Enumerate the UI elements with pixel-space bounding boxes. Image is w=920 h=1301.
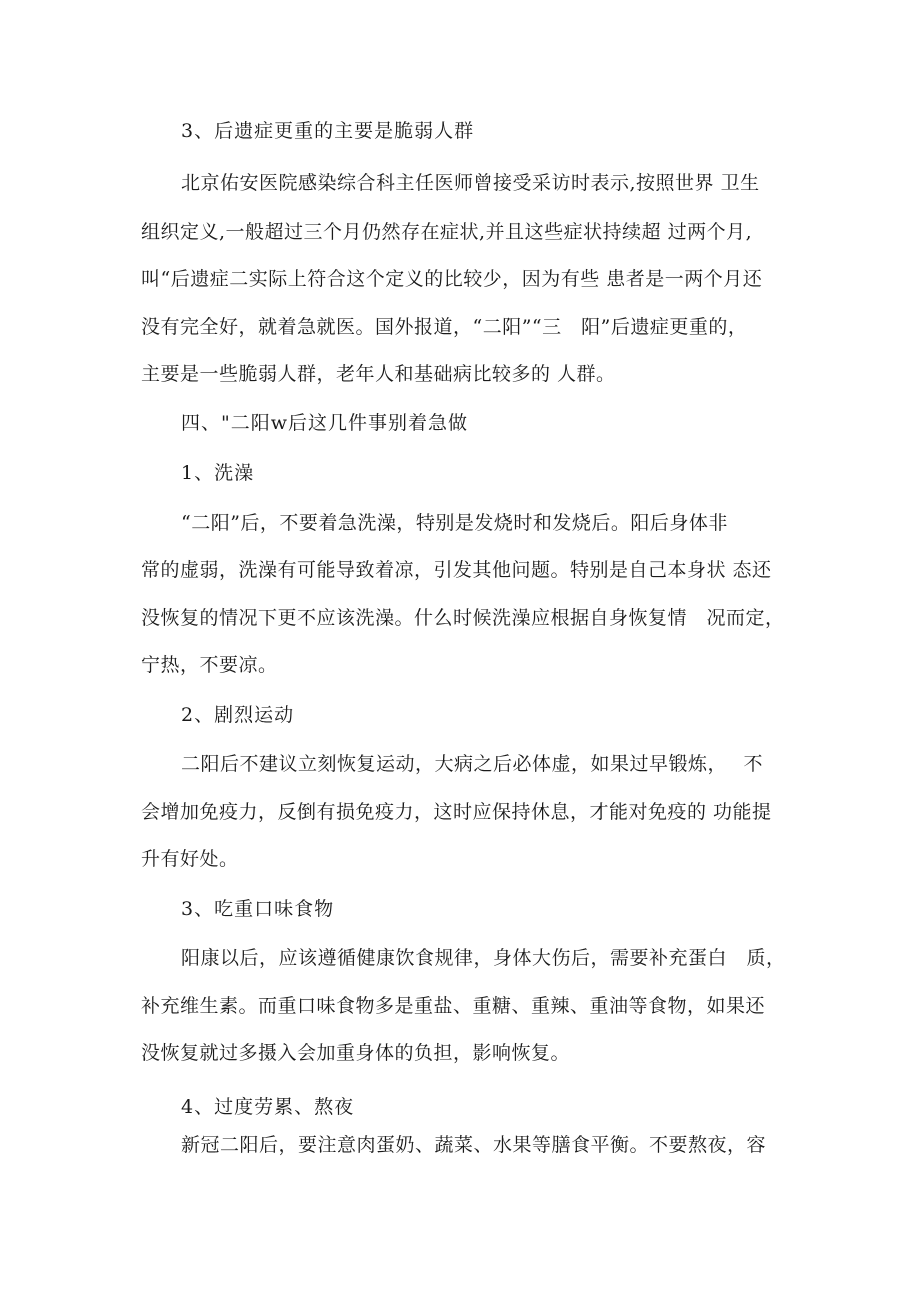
paragraph-line: 升有好处。	[141, 848, 239, 870]
paragraph-line: 常的虚弱，洗澡有可能导致着凉，引发其他问题。特别是自己本身状 态还	[141, 559, 772, 581]
paragraph-line: 北京佑安医院感染综合科主任医师曾接受采访时表示,按照世界 卫生	[181, 172, 760, 194]
section-heading: 3、吃重口味食物	[181, 898, 335, 920]
section-heading: 1、洗澡	[181, 462, 255, 484]
paragraph-line: 宁热，不要凉。	[141, 654, 278, 676]
paragraph-line: 补充维生素。而重口味食物多是重盐、重糖、重辣、重油等食物，如果还	[141, 995, 766, 1017]
paragraph-line: 没有完全好，就着急就医。国外报道，“二阳”“三 阳”后遗症更重的，	[141, 316, 748, 338]
section-heading: 4、过度劳累、熬夜	[181, 1096, 355, 1118]
paragraph-line: 叫“后遗症二实际上符合这个定义的比较少，因为有些 患者是一两个月还	[141, 268, 763, 290]
paragraph-line: 没恢复的情况下更不应该洗澡。什么时候洗澡应根据自身恢复情 况而定，	[141, 607, 785, 629]
paragraph-line: 新冠二阳后，要注意肉蛋奶、蔬菜、水果等膳食平衡。不要熬夜，容	[181, 1134, 767, 1156]
section-heading: 四、"二阳w后这几件事别着急做	[181, 412, 469, 434]
section-heading: 2、剧烈运动	[181, 704, 295, 726]
paragraph-line: 阳康以后，应该遵循健康饮食规律，身体大伤后，需要补充蛋白 质，	[181, 947, 786, 969]
paragraph-line: 主要是一些脆弱人群，老年人和基础病比较多的 人群。	[141, 363, 616, 385]
paragraph-line: “二阳”后，不要着急洗澡，特别是发烧时和发烧后。阳后身体非	[181, 512, 728, 534]
paragraph-line: 组织定义,一般超过三个月仍然存在症状,并且这些症状持续超 过两个月,	[141, 221, 753, 243]
paragraph-line: 没恢复就过多摄入会加重身体的负担，影响恢复。	[141, 1042, 571, 1064]
paragraph-line: 二阳后不建议立刻恢复运动，大病之后必体虚，如果过早锻炼， 不	[181, 753, 764, 775]
paragraph-line: 会增加免疫力，反倒有损免疫力，这时应保持休息，才能对免疫的 功能提	[141, 801, 772, 823]
section-heading: 3、后遗症更重的主要是脆弱人群	[181, 120, 475, 142]
